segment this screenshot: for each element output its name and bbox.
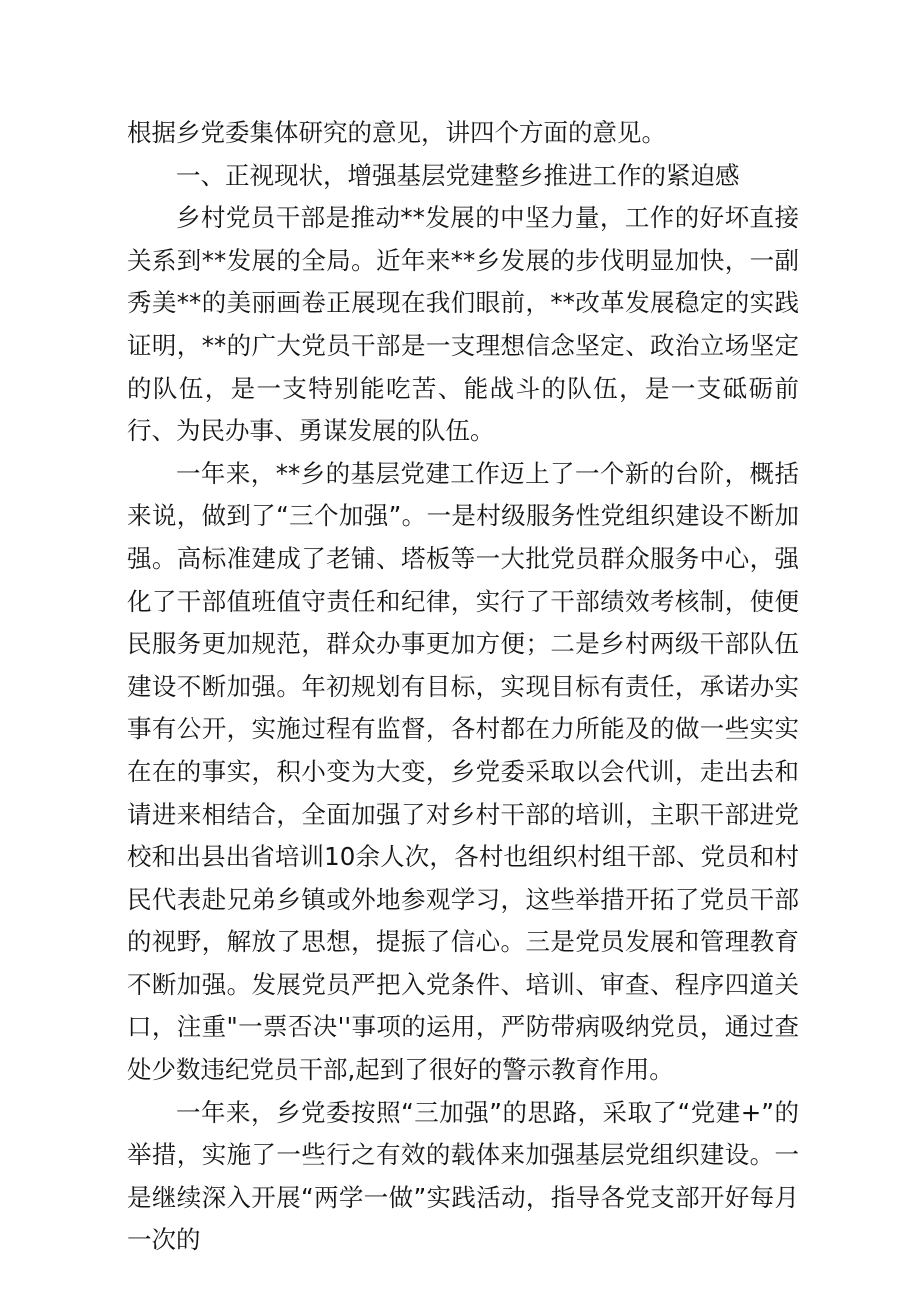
body-paragraph: 一年来，乡党委按照“三加强”的思路，采取了“党建+”的举措，实施了一些行之有效的载体来加强基层党组织建设。一是继续深入开展“两学一做”实践活动，指导各党支部开好每月一次的 (127, 1097, 799, 1255)
body-paragraph: 一年来，**乡的基层党建工作迈上了一个新的台阶，概括来说，做到了“三个加强”。一是村级服务性党组织建设不断加强。高标准建成了老铺、塔板等一大批党员群众服务中心，强化了干部值班值守责任和纪律，实行了干部绩效考核制，使便民服务更加规范，群众办事更加方便；二是乡村两级干部队伍建设不断加强。年初规划有目标，实现目标有责任，承诺办实事有公开，实施过程有监督，各村都在力所能及的做一些实实在在的事实，积小变为大变，乡党委采取以会代训，走出去和请进来相结合，全面加强了对乡村干部的培训，主职干部进党校和出县出省培训10余人次，各村也组织村组干部、党员和村民代表赴兄弟乡镇或外地参观学习，这些举措开拓了党员干部的视野，解放了思想，提振了信心。三是党员发展和管理教育不断加强。发展党员严把入党条件、培训、审查、程序四道关口，注重"一票否决''事项的运用，严防带病吸纳党员，通过查处少数违纪党员干部,起到了很好的警示教育作用。 (127, 458, 799, 1085)
body-paragraph: 乡村党员干部是推动**发展的中坚力量，工作的好坏直接关系到**发展的全局。近年来**乡发展的步伐明显加快，一副秀美**的美丽画卷正展现在我们眼前，**改革发展稳定的实践证明，**的广大党员干部是一支理想信念坚定、政治立场坚定的队伍，是一支特别能吃苦、能战斗的队伍，是一支砥砺前行、为民办事、勇谋发展的队伍。 (127, 203, 799, 446)
section-heading: 一、正视现状，增强基层党建整乡推进工作的紧迫感 (176, 160, 740, 190)
document-body (127, 112, 799, 1262)
intro-paragraph: 根据乡党委集体研究的意见，讲四个方面的意见。 (127, 118, 666, 147)
